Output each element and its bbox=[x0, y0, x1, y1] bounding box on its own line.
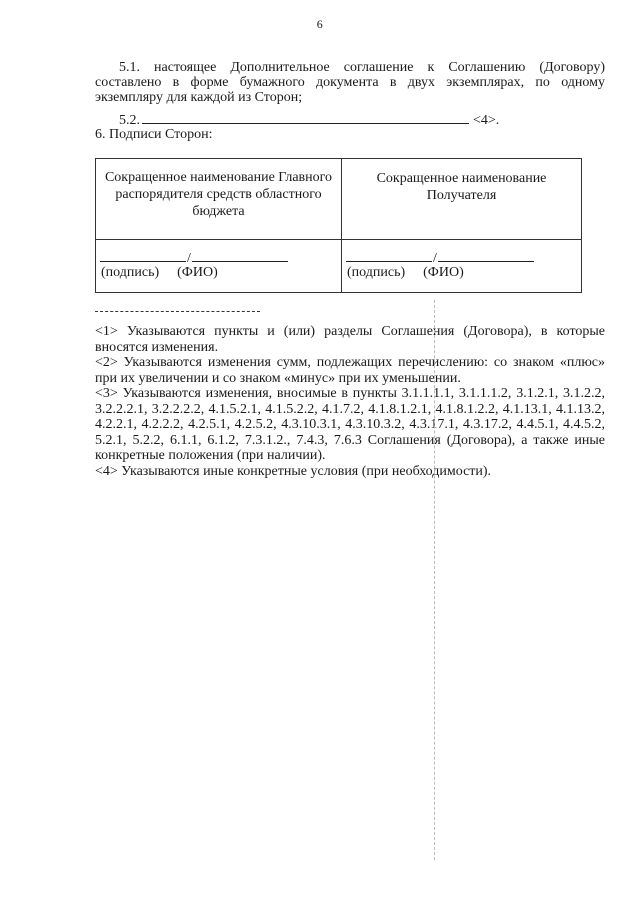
fio-label: (ФИО) bbox=[423, 265, 464, 280]
fio-blank bbox=[192, 250, 288, 262]
section-5-2 bbox=[119, 113, 605, 128]
scan-artifact-line bbox=[434, 300, 436, 860]
left-header-cell bbox=[96, 159, 342, 240]
footnote-1: <1> Указываются пункты и (или) разделы Соглашения (Договора), в которые вносятся изменения. bbox=[95, 324, 605, 355]
left-header-text: Сокращенное наименование Главного распорядителя средств областного бюджета bbox=[104, 170, 333, 219]
right-header-cell bbox=[342, 159, 582, 240]
fio-label: (ФИО) bbox=[177, 265, 218, 280]
left-signature-cell bbox=[96, 240, 342, 293]
table-header-row bbox=[96, 159, 582, 240]
footnote-divider bbox=[95, 311, 260, 312]
fio-blank bbox=[438, 250, 534, 262]
page-number: 6 bbox=[316, 17, 324, 31]
section-5-1-text: 5.1. настоящее Дополнительное соглашение к Соглашению (Договору) составлено в форме бумажного документа в двух экземплярах, по одному экземпляру для каждой из Сторон; bbox=[95, 60, 605, 105]
right-header-text: Сокращенное наименование Получателя bbox=[376, 171, 547, 203]
section-5-2-label: 5.2. bbox=[119, 113, 140, 128]
signature-blank bbox=[346, 250, 432, 262]
section-6-heading: 6. Подписи Сторон: bbox=[95, 127, 213, 142]
slash: / bbox=[433, 251, 437, 266]
signature-label: (подпись) bbox=[347, 265, 406, 280]
table-signature-row bbox=[96, 240, 582, 293]
signature-blank bbox=[100, 250, 186, 262]
left-signature-labels bbox=[101, 264, 218, 281]
right-signature-labels bbox=[347, 264, 464, 281]
footnote-2: <2> Указываются изменения сумм, подлежащих перечислению: со знаком «плюс» при их увеличении и со знаком «минус» при их уменьшении. bbox=[95, 355, 605, 386]
signature-label: (подпись) bbox=[101, 265, 160, 280]
signatures-table bbox=[95, 158, 582, 293]
section-5-2-blank-line bbox=[142, 113, 469, 124]
footnote-3: <3> Указываются изменения, вносимые в пункты 3.1.1.1.1, 3.1.1.1.2, 3.1.2.1, 3.1.2.2, 3.2.2.2.1, 3.2.2.2.2, 4.1.5.2.1, 4.1.5.2.2, 4.1.7.2, 4.1.8.1.2.1, 4.1.8.1.2.2, 4.1.13.1, 4.1.13.2, 4.2.2.1, 4.2.2.2, 4.2.5.1, 4.2.5.2, 4.3.10.3.1, 4.3.10.3.2, 4.3.17.1, 4.3.17.2, 4.4.5.1, 4.4.5.2, 5.2.1, 5.2.2, 6.1.1, 6.1.2, 7.3.1.2., 7.4.3, 7.6.3 Соглашения (Договора), а также иные конкретные положения (при наличии). bbox=[95, 386, 605, 463]
section-5-2-footnote-ref: <4>. bbox=[473, 113, 500, 128]
footnotes bbox=[95, 324, 605, 479]
right-signature-cell bbox=[342, 240, 582, 293]
slash: / bbox=[187, 251, 191, 266]
footnote-4: <4> Указываются иные конкретные условия (при необходимости). bbox=[95, 463, 492, 479]
